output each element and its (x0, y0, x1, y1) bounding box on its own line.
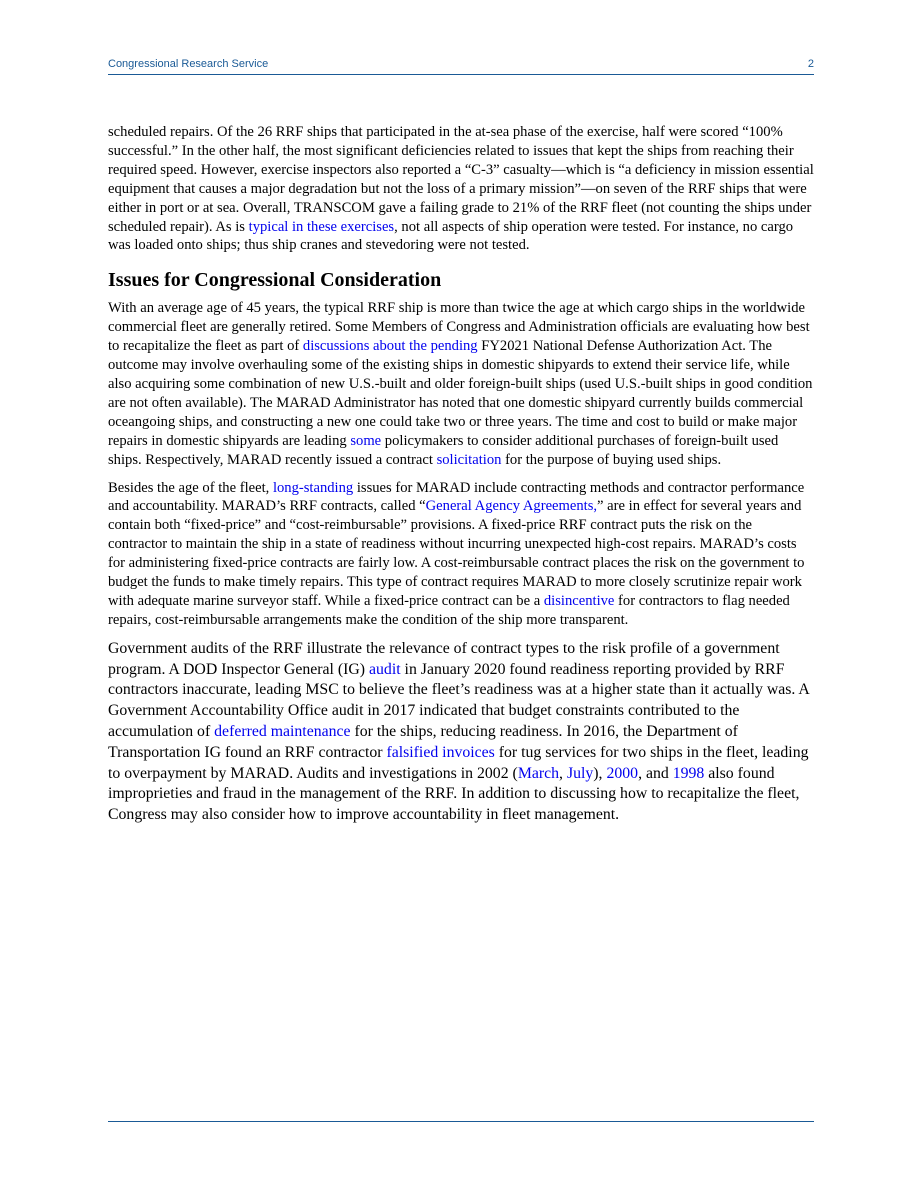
paragraph-fleet-age: With an average age of 45 years, the typical RRF ship is more than twice the age at which cargo ships in the worldwide commercial fleet are generally retired. Some Members of Congress and Administration officials are evaluating how best to recapitalize the fleet as part of discussions about the pending FY2021 National Defense Authorization Act. The outcome may involve overhauling some of the existing ships in domestic shipyards to extend their service life, while also acquiring some combination of new U.S.-built and older foreign-built ships (used U.S.-built ships in good condition are not often available). The MARAD Administrator has noted that one domestic shipyard currently builds commercial oceangoing ships, and constructing a new one could take two or three years. The time and cost to build or make major repairs in domestic shipyards are leading some policymakers to consider additional purchases of foreign-built used ships. Respectively, MARAD recently issued a contract solicitation for the purpose of buying used ships. (108, 300, 813, 468)
link-long-standing[interactable]: long-standing (272, 479, 354, 496)
link-2000[interactable]: 2000 (606, 764, 639, 782)
footer-divider (108, 1121, 814, 1122)
link-some-policymakers[interactable]: some (350, 432, 382, 449)
link-falsified-invoices[interactable]: falsified invoices (386, 743, 495, 761)
document-body (108, 123, 814, 835)
link-deferred-maintenance[interactable]: deferred maintenance (214, 722, 351, 740)
paragraph-audits: Government audits of the RRF illustrate the relevance of contract types to the risk profile of a government program. A DOD Inspector General (IG) audit in January 2020 found readiness reporting provided by RRF contractors inaccurate, leading MSC to believe the fleet’s readiness was at a higher state than it actually was. A Government Accountability Office audit in 2017 indicated that budget constraints contributed to the accumulation of deferred maintenance for the ships, reducing readiness. In 2016, the Department of Transportation IG found an RRF contractor falsified invoices for tug services for two ships in the fleet, leading to overpayment by MARAD. Audits and investigations in 2002 (March, July), 2000, and 1998 also found improprieties and fraud in the management of the RRF. In addition to discussing how to recapitalize the fleet, Congress may also consider how to improve accountability in fleet management. (108, 639, 809, 824)
link-march[interactable]: March (517, 764, 560, 782)
paragraph-exercise-results: scheduled repairs. Of the 26 RRF ships that participated in the at-sea phase of the exercise, half were scored “100% successful.” In the other half, the most significant deficiencies related to issues that kept the ships from reaching their required speed. However, exercise inspectors also reported a “C-3” casualty—which is “a deficiency in mission essential equipment that causes a major degradation but not the loss of a primary mission”—on seven of the RRF ships that were either in port or at sea. Overall, TRANSCOM gave a failing grade to 21% of the RRF fleet (not counting the ships under scheduled repair). As is typical in these exercises, not all aspects of ship operation were tested. For instance, no cargo was loaded onto ships; thus ship cranes and stevedoring were not tested. (108, 124, 814, 254)
link-1998[interactable]: 1998 (672, 764, 705, 782)
link-dod-ig-audit[interactable]: audit (369, 660, 401, 678)
header-organization: Congressional Research Service (108, 58, 269, 70)
link-typical-exercises[interactable]: typical in these exercises (248, 218, 395, 235)
link-solicitation[interactable]: solicitation (436, 451, 502, 468)
paragraph-contracting: Besides the age of the fleet, long-standing issues for MARAD include contracting methods and contractor performance and accountability. MARAD’s RRF contracts, called “General Agency Agreements,” are in effect for several years and contain both “fixed-price” and “cost-reimbursable” provisions. A fixed-price RRF contract puts the risk on the contractor to maintain the ship in a state of readiness without incurring unexpected high-cost repairs. MARAD’s costs for administering fixed-price contracts are fairly low. A cost-reimbursable contract places the risk on the government to budget the funds to make timely repairs. This type of contract requires MARAD to more closely scrutinize repair work with adequate marine surveyor staff. While a fixed-price contract can be a disincentive for contractors to flag needed repairs, cost-reimbursable arrangements make the condition of the ship more transparent. (108, 479, 805, 628)
link-disincentive[interactable]: disincentive (543, 592, 615, 609)
link-general-agency-agreements[interactable]: General Agency Agreements, (425, 498, 598, 515)
section-heading: Issues for Congressional Consideration (108, 269, 442, 292)
link-ndaa-discussions[interactable]: discussions about the pending (302, 338, 478, 355)
page-header (108, 56, 814, 75)
page-number: 2 (807, 58, 814, 70)
link-july[interactable]: July (566, 764, 594, 782)
